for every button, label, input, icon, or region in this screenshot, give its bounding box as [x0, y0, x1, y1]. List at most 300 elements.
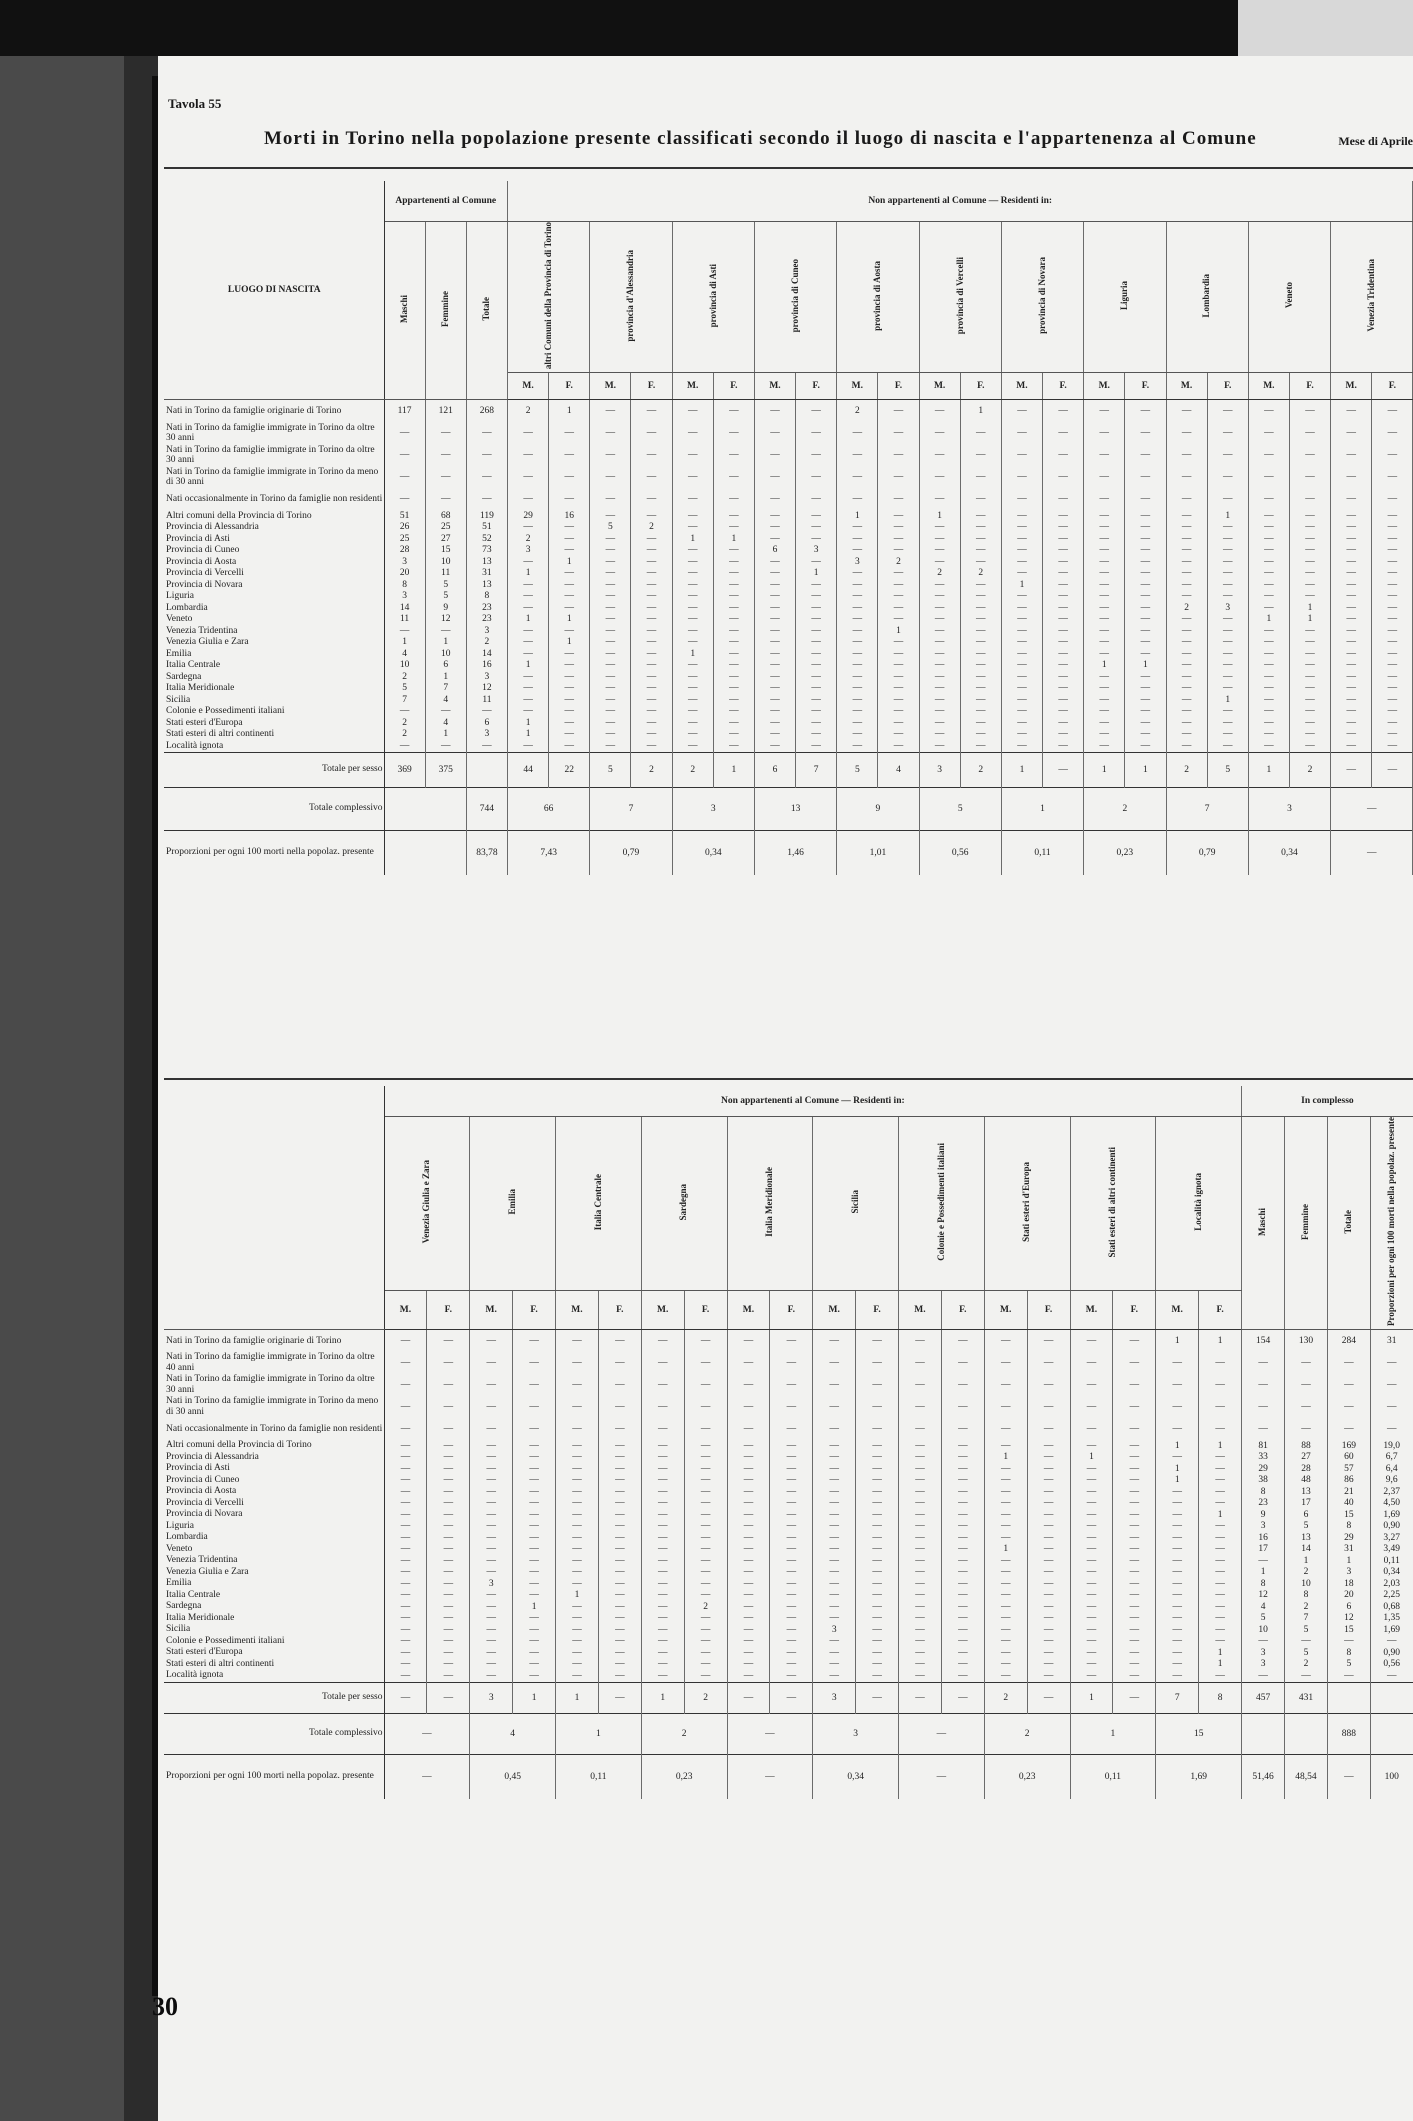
- cell: —: [470, 1624, 513, 1636]
- cell: —: [590, 648, 631, 660]
- cell: —: [899, 1713, 985, 1754]
- cell: —: [590, 510, 631, 522]
- cell: —: [878, 683, 919, 695]
- cell: —: [1027, 1601, 1070, 1613]
- cell: 1: [549, 556, 590, 568]
- row-label: Stati esteri di altri continenti: [164, 1659, 384, 1671]
- cell: —: [1207, 533, 1248, 545]
- mf-label: F.: [1199, 1291, 1242, 1330]
- cell: —: [427, 1636, 470, 1648]
- cell: —: [1027, 1532, 1070, 1544]
- cell: —: [1084, 522, 1125, 534]
- cell: —: [713, 602, 754, 614]
- cell: —: [713, 625, 754, 637]
- cell: —: [1248, 660, 1289, 672]
- cell: —: [899, 1636, 942, 1648]
- cell: 3: [919, 752, 960, 787]
- cell: —: [590, 545, 631, 557]
- cell: —: [727, 1578, 770, 1590]
- cell: —: [1027, 1682, 1070, 1713]
- table-number: Tavola 55: [168, 96, 222, 111]
- cell: —: [384, 1613, 427, 1625]
- mf-label: M.: [1070, 1291, 1113, 1330]
- cell: —: [878, 466, 919, 488]
- cell: —: [1327, 1670, 1370, 1682]
- cell: —: [513, 1352, 556, 1374]
- cell: —: [384, 625, 425, 637]
- cell: —: [1070, 1498, 1113, 1510]
- col-header-text: Femmine: [440, 291, 451, 328]
- cell: —: [384, 1647, 427, 1659]
- cell: —: [556, 1352, 599, 1374]
- cell: —: [1070, 1659, 1113, 1671]
- cell: —: [1084, 591, 1125, 603]
- col-header: [1370, 1117, 1413, 1330]
- group-header-row: [164, 181, 1413, 222]
- cell: —: [1331, 614, 1372, 626]
- totale-per-sesso-row: [164, 752, 1413, 787]
- cell: —: [1331, 556, 1372, 568]
- cell: —: [727, 1647, 770, 1659]
- cell: —: [1199, 1613, 1242, 1625]
- cell: —: [1285, 1670, 1328, 1682]
- cell: 3: [813, 1713, 899, 1754]
- cell: —: [1289, 648, 1330, 660]
- cell: —: [1113, 1396, 1156, 1418]
- cell: 2,03: [1370, 1578, 1413, 1590]
- cell: —: [899, 1647, 942, 1659]
- cell: —: [1125, 488, 1166, 510]
- cell: —: [641, 1418, 684, 1440]
- cell: —: [941, 1509, 984, 1521]
- cell: —: [941, 1647, 984, 1659]
- cell: —: [631, 422, 672, 444]
- cell: —: [1331, 488, 1372, 510]
- cell: —: [1125, 533, 1166, 545]
- cell: —: [631, 683, 672, 695]
- cell: —: [754, 400, 795, 423]
- cell: —: [941, 1544, 984, 1556]
- cell: 268: [466, 400, 507, 423]
- middle-rule: [164, 1078, 1413, 1080]
- cell: —: [984, 1578, 1027, 1590]
- cell: —: [941, 1624, 984, 1636]
- cell: —: [684, 1647, 727, 1659]
- cell: —: [1001, 740, 1042, 752]
- cell: —: [1199, 1601, 1242, 1613]
- cell: —: [770, 1498, 813, 1510]
- cell: —: [856, 1624, 899, 1636]
- cell: —: [513, 1613, 556, 1625]
- cell: —: [384, 706, 425, 718]
- cell: —: [813, 1590, 856, 1602]
- cell: —: [427, 1578, 470, 1590]
- cell: —: [631, 545, 672, 557]
- cell: —: [1084, 671, 1125, 683]
- cell: —: [556, 1498, 599, 1510]
- cell: —: [878, 579, 919, 591]
- table-row: [164, 614, 1413, 626]
- cell: 29: [1242, 1463, 1285, 1475]
- col-header: [813, 1117, 899, 1291]
- row-label: Sardegna: [164, 1601, 384, 1613]
- cell: —: [796, 422, 837, 444]
- cell: —: [856, 1418, 899, 1440]
- cell: —: [1248, 522, 1289, 534]
- cell: —: [641, 1463, 684, 1475]
- cell: —: [672, 614, 713, 626]
- cell: —: [878, 660, 919, 672]
- col-header-text: Femmine: [1300, 1203, 1311, 1240]
- table-row: [164, 671, 1413, 683]
- cell: —: [960, 444, 1001, 466]
- cell: —: [813, 1601, 856, 1613]
- cell: —: [641, 1555, 684, 1567]
- cell: —: [984, 1463, 1027, 1475]
- cell: —: [1166, 729, 1207, 741]
- cell: —: [684, 1555, 727, 1567]
- cell: —: [727, 1452, 770, 1464]
- cell: —: [549, 533, 590, 545]
- cell: —: [1248, 602, 1289, 614]
- cell: —: [713, 683, 754, 695]
- col-header-text: Lombardia: [1201, 273, 1212, 318]
- cell: —: [899, 1613, 942, 1625]
- cell: —: [878, 648, 919, 660]
- cell: —: [813, 1578, 856, 1590]
- cell: —: [1027, 1567, 1070, 1579]
- cell: —: [1289, 660, 1330, 672]
- cell: 6: [1327, 1601, 1370, 1613]
- cell: 7: [1156, 1682, 1199, 1713]
- cell: —: [590, 568, 631, 580]
- cell: —: [1331, 466, 1372, 488]
- cell: —: [556, 1555, 599, 1567]
- cell: —: [1372, 752, 1413, 787]
- cell: 3: [1207, 602, 1248, 614]
- row-label: Emilia: [164, 648, 384, 660]
- cell: —: [684, 1636, 727, 1648]
- cell: —: [1125, 510, 1166, 522]
- cell: —: [425, 488, 466, 510]
- mf-label: M.: [899, 1291, 942, 1330]
- table-row: [164, 1486, 1413, 1498]
- cell: —: [549, 648, 590, 660]
- cell: —: [813, 1475, 856, 1487]
- cell: —: [1043, 545, 1084, 557]
- cell: —: [1027, 1647, 1070, 1659]
- cell: —: [1070, 1532, 1113, 1544]
- cell: —: [466, 706, 507, 718]
- cell: —: [641, 1498, 684, 1510]
- cell: —: [899, 1754, 985, 1799]
- cell: —: [590, 740, 631, 752]
- cell: —: [556, 1601, 599, 1613]
- row-label: Venezia Tridentina: [164, 1555, 384, 1567]
- cell: 0,56: [1370, 1659, 1413, 1671]
- cell: —: [384, 1475, 427, 1487]
- cell: —: [549, 729, 590, 741]
- cell: —: [1125, 579, 1166, 591]
- cell: 2: [960, 568, 1001, 580]
- cell: —: [727, 1352, 770, 1374]
- cell: —: [1199, 1396, 1242, 1418]
- cell: 16: [1242, 1532, 1285, 1544]
- cell: 17: [1242, 1544, 1285, 1556]
- cell: 457: [1242, 1682, 1285, 1713]
- cell: —: [1043, 591, 1084, 603]
- cell: —: [1084, 545, 1125, 557]
- cell: —: [1113, 1532, 1156, 1544]
- cell: 81: [1242, 1440, 1285, 1452]
- cell: —: [1001, 591, 1042, 603]
- cell: —: [598, 1590, 641, 1602]
- cell: —: [1084, 602, 1125, 614]
- cell: —: [684, 1544, 727, 1556]
- cell: —: [1166, 625, 1207, 637]
- cell: —: [470, 1463, 513, 1475]
- cell: —: [1248, 625, 1289, 637]
- cell: 1: [1084, 752, 1125, 787]
- cell: —: [470, 1452, 513, 1464]
- mf-label: M.: [1331, 373, 1372, 400]
- cell: [1327, 1682, 1370, 1713]
- cell: —: [427, 1590, 470, 1602]
- cell: —: [384, 1330, 427, 1353]
- cell: —: [508, 706, 549, 718]
- cell: —: [549, 422, 590, 444]
- row-label: Località ignota: [164, 740, 384, 752]
- cell: —: [641, 1613, 684, 1625]
- cell: —: [1084, 488, 1125, 510]
- cell: —: [672, 683, 713, 695]
- row-label: Lombardia: [164, 602, 384, 614]
- cell: —: [1001, 637, 1042, 649]
- cell: —: [1156, 1498, 1199, 1510]
- cell: 5: [837, 752, 878, 787]
- cell: —: [513, 1659, 556, 1671]
- totale-per-sesso-row: [164, 1682, 1413, 1713]
- cell: —: [384, 1352, 427, 1374]
- cell: 27: [1285, 1452, 1328, 1464]
- cell: —: [1372, 625, 1413, 637]
- cell: 6: [754, 752, 795, 787]
- cell: —: [1372, 694, 1413, 706]
- cell: —: [631, 444, 672, 466]
- cell: —: [672, 556, 713, 568]
- cell: 2: [984, 1713, 1070, 1754]
- cell: —: [384, 444, 425, 466]
- cell: —: [1156, 1636, 1199, 1648]
- row-label: Italia Meridionale: [164, 683, 384, 695]
- table-row: [164, 1452, 1413, 1464]
- cell: —: [1070, 1613, 1113, 1625]
- cell: —: [837, 683, 878, 695]
- cell: —: [727, 1624, 770, 1636]
- cell: —: [1166, 740, 1207, 752]
- cell: 2: [984, 1682, 1027, 1713]
- cell: —: [770, 1418, 813, 1440]
- cell: —: [770, 1647, 813, 1659]
- table-row: [164, 602, 1413, 614]
- cell: —: [1113, 1567, 1156, 1579]
- cell: —: [770, 1613, 813, 1625]
- cell: —: [878, 422, 919, 444]
- cell: —: [878, 729, 919, 741]
- cell: —: [727, 1682, 770, 1713]
- cell: —: [899, 1659, 942, 1671]
- cell: —: [556, 1509, 599, 1521]
- cell: —: [1248, 510, 1289, 522]
- cell: —: [1331, 660, 1372, 672]
- cell: —: [384, 1374, 427, 1396]
- cell: —: [1125, 671, 1166, 683]
- cell: 1: [425, 671, 466, 683]
- cell: —: [549, 694, 590, 706]
- col-header: [919, 222, 1001, 373]
- cell: —: [672, 545, 713, 557]
- cell: —: [1199, 1567, 1242, 1579]
- row-label: Nati occasionalmente in Torino da famiglie non residenti: [164, 488, 384, 510]
- col-header: [672, 222, 754, 373]
- cell: —: [1156, 1590, 1199, 1602]
- cell: —: [384, 1670, 427, 1682]
- col-header: [1242, 1117, 1285, 1330]
- cell: —: [1156, 1509, 1199, 1521]
- cell: —: [919, 400, 960, 423]
- cell: —: [470, 1330, 513, 1353]
- cell: —: [598, 1418, 641, 1440]
- col-header: [641, 1117, 727, 1291]
- cell: —: [425, 706, 466, 718]
- cell: —: [899, 1578, 942, 1590]
- cell: —: [1113, 1590, 1156, 1602]
- cell: —: [1199, 1636, 1242, 1648]
- mf-label: F.: [1372, 373, 1413, 400]
- table-row: [164, 1396, 1413, 1418]
- cell: —: [899, 1352, 942, 1374]
- cell: —: [1248, 422, 1289, 444]
- cell: —: [1289, 579, 1330, 591]
- cell: —: [684, 1590, 727, 1602]
- cell: —: [1372, 522, 1413, 534]
- cell: —: [470, 1521, 513, 1533]
- cell: —: [1084, 717, 1125, 729]
- cell: —: [1327, 1396, 1370, 1418]
- cell: —: [508, 683, 549, 695]
- cell: 9: [1242, 1509, 1285, 1521]
- cell: —: [1199, 1532, 1242, 1544]
- cell: —: [427, 1682, 470, 1713]
- cell: 48: [1285, 1475, 1328, 1487]
- cell: —: [960, 579, 1001, 591]
- cell: —: [984, 1509, 1027, 1521]
- cell: 3,27: [1370, 1532, 1413, 1544]
- table-row: [164, 510, 1413, 522]
- cell: —: [1372, 740, 1413, 752]
- cell: —: [796, 602, 837, 614]
- cell: —: [796, 637, 837, 649]
- cell: —: [754, 522, 795, 534]
- cell: —: [631, 694, 672, 706]
- cell: —: [1043, 556, 1084, 568]
- col-header-text: Stati esteri d'Europa: [1021, 1162, 1032, 1243]
- cell: —: [1242, 1555, 1285, 1567]
- cell: —: [1043, 522, 1084, 534]
- cell: 7: [796, 752, 837, 787]
- cell: —: [941, 1613, 984, 1625]
- cell: —: [672, 694, 713, 706]
- cell: 48,54: [1285, 1754, 1328, 1799]
- table-row: [164, 1601, 1413, 1613]
- cell: 3: [813, 1624, 856, 1636]
- cell: —: [1113, 1521, 1156, 1533]
- cell: —: [1248, 466, 1289, 488]
- mf-label: M.: [1084, 373, 1125, 400]
- cell: —: [1199, 1463, 1242, 1475]
- cell: —: [837, 444, 878, 466]
- cell: 1: [508, 614, 549, 626]
- cell: —: [1156, 1555, 1199, 1567]
- cell: —: [672, 400, 713, 423]
- cell: 169: [1327, 1440, 1370, 1452]
- table-row: [164, 706, 1413, 718]
- cell: —: [1027, 1352, 1070, 1374]
- row-label: Venezia Giulia e Zara: [164, 637, 384, 649]
- col-header-text: provincia di Asti: [707, 263, 718, 328]
- cell: —: [796, 694, 837, 706]
- cell: —: [598, 1440, 641, 1452]
- cell: —: [856, 1498, 899, 1510]
- cell: —: [878, 568, 919, 580]
- cell: —: [470, 1659, 513, 1671]
- cell: —: [1166, 488, 1207, 510]
- cell: —: [1248, 717, 1289, 729]
- col-header: [727, 1117, 813, 1291]
- cell: —: [878, 671, 919, 683]
- cell: —: [508, 591, 549, 603]
- cell: —: [590, 533, 631, 545]
- cell: 2: [631, 752, 672, 787]
- col-header-text: Italia Centrale: [592, 1174, 603, 1231]
- col-header-text: Sicilia: [849, 1190, 860, 1214]
- col-header-text: Proporzioni per ogni 100 morti nella popolaz. presente: [1385, 1117, 1396, 1326]
- cell: —: [754, 683, 795, 695]
- cell: —: [556, 1418, 599, 1440]
- cell: —: [1166, 510, 1207, 522]
- row-label: Provincia di Alessandria: [164, 1452, 384, 1464]
- row-label: Totale per sesso: [164, 1682, 384, 1713]
- row-label: Nati in Torino da famiglie immigrate in Torino da oltre 40 anni: [164, 1352, 384, 1374]
- cell: —: [984, 1613, 1027, 1625]
- cell: —: [466, 422, 507, 444]
- cell: 0,23: [984, 1754, 1070, 1799]
- cell: —: [727, 1396, 770, 1418]
- cell: —: [960, 556, 1001, 568]
- cell: —: [899, 1475, 942, 1487]
- cell: 5: [1242, 1613, 1285, 1625]
- cell: —: [770, 1636, 813, 1648]
- cell: —: [899, 1396, 942, 1418]
- cell: —: [770, 1463, 813, 1475]
- cell: —: [713, 545, 754, 557]
- cell: —: [899, 1509, 942, 1521]
- cell: —: [754, 694, 795, 706]
- cell: —: [1166, 694, 1207, 706]
- cell: 1: [1070, 1682, 1113, 1713]
- cell: —: [899, 1486, 942, 1498]
- cell: —: [856, 1486, 899, 1498]
